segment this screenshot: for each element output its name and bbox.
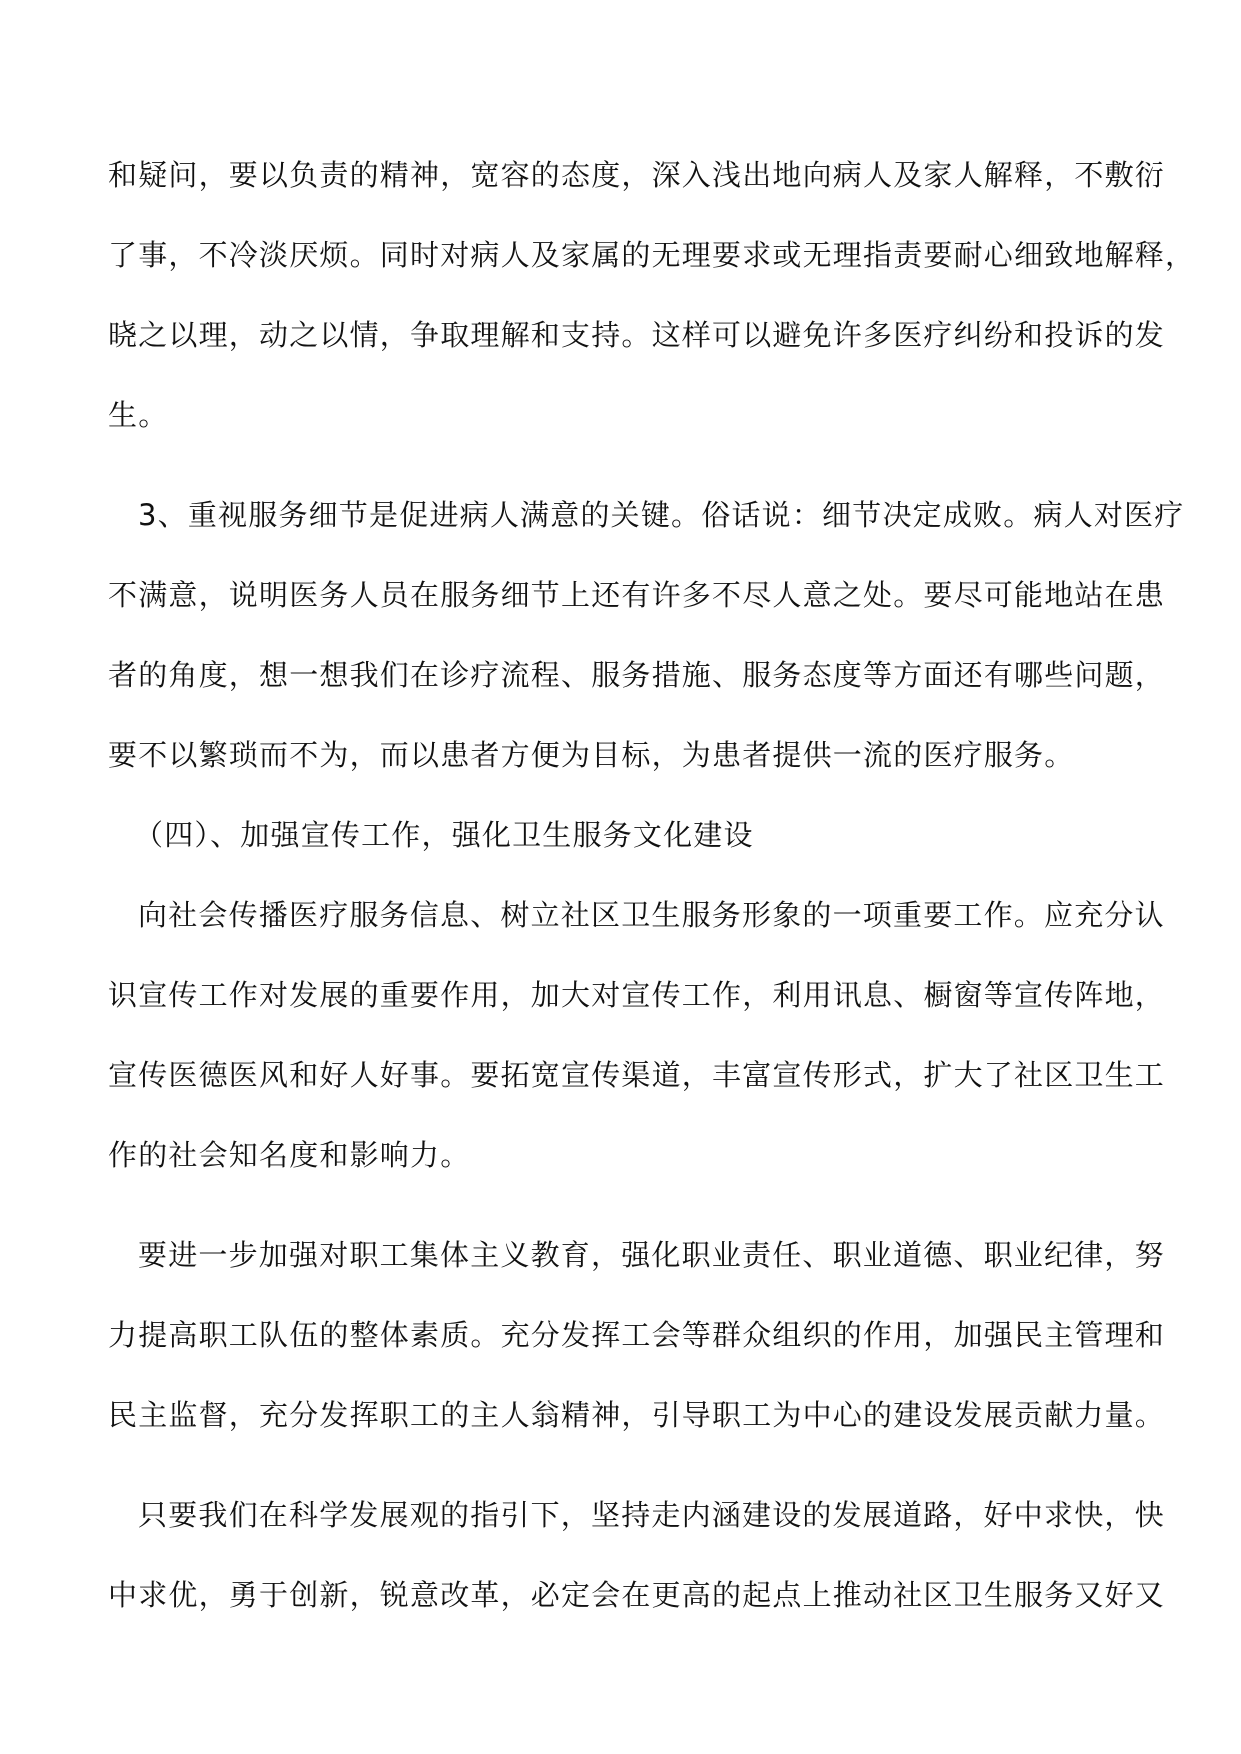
text-line: 作的社会知名度和影响力。 (108, 1138, 471, 1172)
text-line: 不满意，说明医务人员在服务细节上还有许多不尽人意之处。要尽可能地站在患 (108, 578, 1166, 612)
text-line: 识宣传工作对发展的重要作用，加大对宣传工作，利用讯息、橱窗等宣传阵地， (108, 978, 1166, 1012)
text-line: 中求优，勇于创新，锐意改革，必定会在更高的起点上推动社区卫生服务又好又 (108, 1578, 1166, 1612)
text-line: 者的角度，想一想我们在诊疗流程、服务措施、服务态度等方面还有哪些问题， (108, 658, 1166, 692)
text-line: 和疑问，要以负责的精神，宽容的态度，深入浅出地向病人及家人解释，不敷衍 (108, 158, 1166, 192)
text-line: 生。 (108, 398, 169, 432)
paragraph-start-line: 只要我们在科学发展观的指引下，坚持走内涵建设的发展道路，好中求快，快 (138, 1498, 1165, 1532)
text-line: 民主监督，充分发挥职工的主人翁精神，引导职工为中心的建设发展贡献力量。 (108, 1398, 1166, 1432)
section-heading: （四）、加强宣传工作，强化卫生服务文化建设 (134, 818, 754, 852)
text-line: 宣传医德医风和好人好事。要拓宽宣传渠道，丰富宣传形式，扩大了社区卫生工 (108, 1058, 1166, 1092)
text-line: 了事，不冷淡厌烦。同时对病人及家属的无理要求或无理指责要耐心细致地解释， (108, 238, 1196, 272)
text-line: 晓之以理，动之以情，争取理解和支持。这样可以避免许多医疗纠纷和投诉的发 (108, 318, 1166, 352)
text-line: 力提高职工队伍的整体素质。充分发挥工会等群众组织的作用，加强民主管理和 (108, 1318, 1166, 1352)
text-line: 要不以繁琐而不为，而以患者方便为目标，为患者提供一流的医疗服务。 (108, 738, 1075, 772)
paragraph-start-line: 向社会传播医疗服务信息、树立社区卫生服务形象的一项重要工作。应充分认 (138, 898, 1165, 932)
paragraph-start-line: 要进一步加强对职工集体主义教育，强化职业责任、职业道德、职业纪律，努 (138, 1238, 1165, 1272)
paragraph-start-line: 3、重视服务细节是促进病人满意的关键。俗话说：细节决定成败。病人对医疗 (138, 498, 1185, 532)
